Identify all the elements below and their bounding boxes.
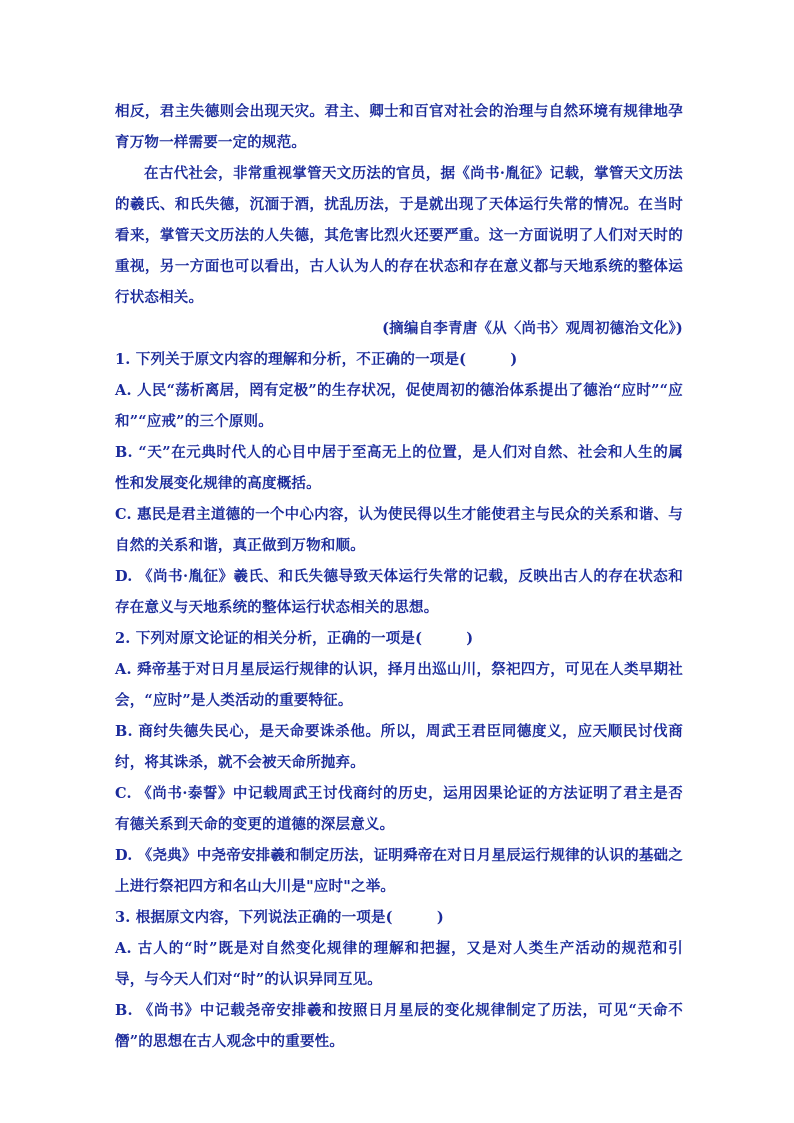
document-page xyxy=(115,96,683,1057)
question-1-stem: 1. 下列关于原文内容的理解和分析，不正确的一项是( ) xyxy=(115,351,518,368)
question-1-option-a: A. 人民“荡析离居，罔有定极”的生存状况，促使周初的德治体系提出了德治“应时”“应和”“应戒”的三个原则。 xyxy=(115,382,683,430)
question-2-option-a: A. 舜帝基于对日月星辰运行规律的认识，择月出巡山川，祭祀四方，可见在人类早期社会，“应时”是人类活动的重要特征。 xyxy=(115,661,683,709)
question-3-option-b: B. 《尚书》中记载尧帝安排羲和按照日月星辰的变化规律制定了历法，可见“天命不僭”的思想在古人观念中的重要性。 xyxy=(115,1002,683,1050)
passage-paragraph-2: 在古代社会，非常重视掌管天文历法的官员，据《尚书·胤征》记载，掌管天文历法的羲氏、和氏失德，沉湎于酒，扰乱历法，于是就出现了天体运行失常的情况。在当时看来，掌管天文历法的人失德，其危害比烈火还要严重。这一方面说明了人们对天时的重视，另一方面也可以看出，古人认为人的存在状态和存在意义都与天地系统的整体运行状态相关。 xyxy=(115,165,683,306)
question-3-option-a: A. 古人的“时”既是对自然变化规律的理解和把握，又是对人类生产活动的规范和引导，与今天人们对“时”的认识异同互见。 xyxy=(115,940,683,988)
question-1-option-c: C. 惠民是君主道德的一个中心内容，认为使民得以生才能使君主与民众的关系和谐、与自然的关系和谐，真正做到万物和顺。 xyxy=(115,506,683,554)
question-2-option-c: C. 《尚书·泰誓》中记载周武王讨伐商纣的历史，运用因果论证的方法证明了君主是否有德关系到天命的变更的道德的深层意义。 xyxy=(115,785,683,833)
question-1-option-b: B. “天”在元典时代人的心目中居于至高无上的位置，是人们对自然、社会和人生的属性和发展变化规律的高度概括。 xyxy=(115,444,683,492)
passage-paragraph-1: 相反，君主失德则会出现天灾。君主、卿士和百官对社会的治理与自然环境有规律地孕育万物一样需要一定的规范。 xyxy=(115,103,683,151)
passage-source: (摘编自李青唐《从〈尚书〉观周初德治文化》) xyxy=(382,320,683,337)
question-2-option-d: D. 《尧典》中尧帝安排羲和制定历法，证明舜帝在对日月星辰运行规律的认识的基础之上进行祭祀四方和名山大川是"应时"之举。 xyxy=(115,847,683,895)
question-2-option-b: B. 商纣失德失民心，是天命要诛杀他。所以，周武王君臣同德度义，应天顺民讨伐商纣，将其诛杀，就不会被天命所抛弃。 xyxy=(115,723,683,771)
question-3-stem: 3. 根据原文内容，下列说法正确的一项是( ) xyxy=(115,909,444,926)
question-2-stem: 2. 下列对原文论证的相关分析，正确的一项是( ) xyxy=(115,630,474,647)
question-1-option-d: D. 《尚书·胤征》羲氏、和氏失德导致天体运行失常的记载，反映出古人的存在状态和存在意义与天地系统的整体运行状态相关的思想。 xyxy=(115,568,683,616)
